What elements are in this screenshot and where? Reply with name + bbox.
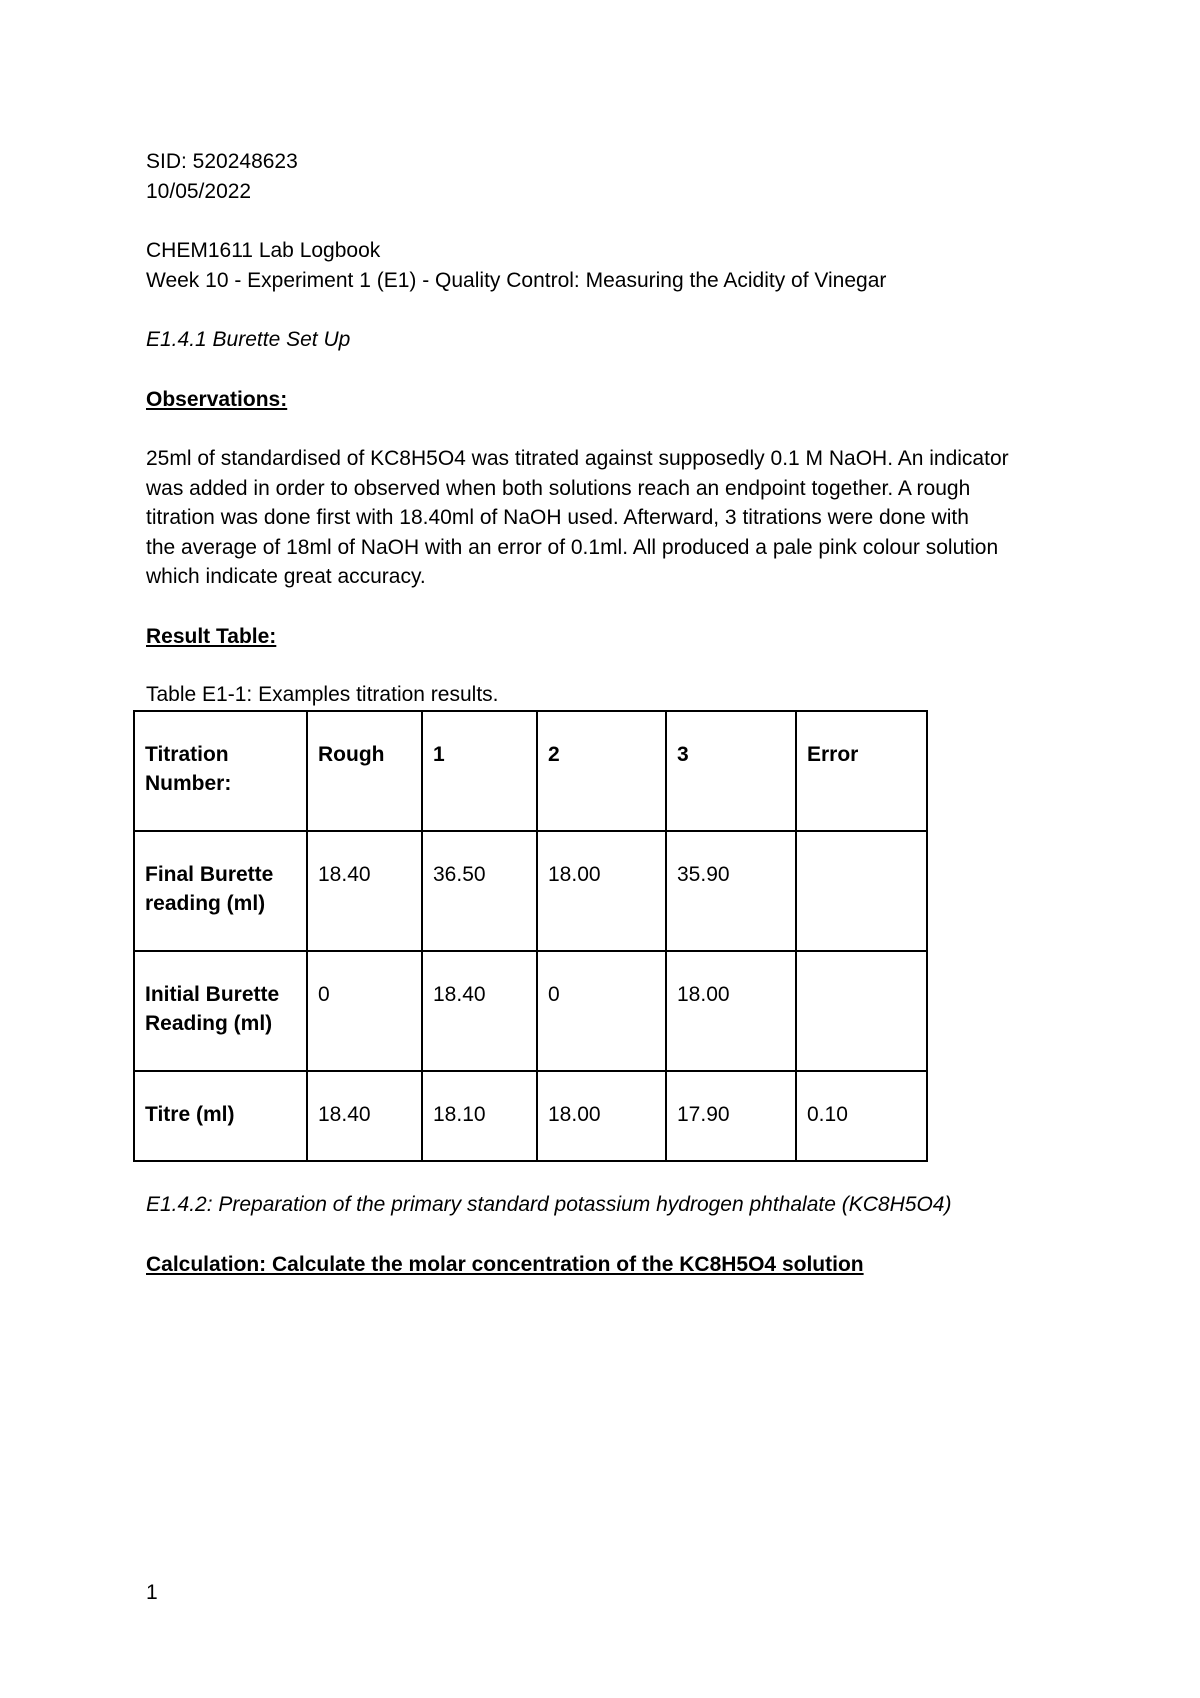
table-cell: 35.90: [666, 831, 796, 951]
table-row-label: Initial Burette Reading (ml): [134, 951, 307, 1071]
table-cell: 0: [537, 951, 666, 1071]
table-header-cell: 3: [666, 711, 796, 831]
table-cell: [796, 831, 927, 951]
section-heading-burette-setup: E1.4.1 Burette Set Up: [146, 328, 351, 351]
table-header-cell: 2: [537, 711, 666, 831]
table-cell: 18.40: [422, 951, 537, 1071]
experiment-title: Week 10 - Experiment 1 (E1) - Quality Control: Measuring the Acidity of Vinegar: [146, 269, 887, 292]
table-row-label: Titre (ml): [134, 1071, 307, 1161]
table-header-cell: Rough: [307, 711, 422, 831]
calculation-label: Calculation: Calculate the molar concentration of the KC8H5O4 solution: [146, 1253, 864, 1276]
table-cell: 0: [307, 951, 422, 1071]
table-cell: 18.10: [422, 1071, 537, 1161]
table-header-cell: Error: [796, 711, 927, 831]
table-header-cell: 1: [422, 711, 537, 831]
titration-results-table: [133, 710, 928, 1162]
observations-line: was added in order to observed when both solutions reach an endpoint together. A rough: [146, 476, 971, 500]
table-row: [134, 831, 927, 951]
observations-line: 25ml of standardised of KC8H5O4 was titrated against supposedly 0.1 M NaOH. An indicator: [146, 447, 1009, 470]
result-table-label: Result Table:: [146, 625, 277, 648]
table-cell: 18.00: [666, 951, 796, 1071]
observations-label: Observations:: [146, 388, 288, 411]
table-header-cell: Titration Number:: [134, 711, 307, 831]
table-cell: 18.40: [307, 831, 422, 951]
table-row: [134, 1071, 927, 1161]
table-row: [134, 951, 927, 1071]
table-cell: 18.00: [537, 831, 666, 951]
table-cell: 36.50: [422, 831, 537, 951]
student-id: SID: 520248623: [146, 150, 298, 173]
observations-line: titration was done first with 18.40ml of NaOH used. Afterward, 3 titrations were done with: [146, 506, 969, 530]
observations-paragraph: [146, 444, 1076, 592]
observations-line: which indicate great accuracy.: [146, 565, 426, 589]
table-cell: 17.90: [666, 1071, 796, 1161]
table-cell: 0.10: [796, 1071, 927, 1161]
page-number: 1: [146, 1581, 158, 1604]
section-heading-kc8h5o4-preparation: E1.4.2: Preparation of the primary standard potassium hydrogen phthalate (KC8H5O4): [146, 1193, 952, 1216]
table-header-row: [134, 711, 927, 831]
date: 10/05/2022: [146, 180, 252, 203]
table-cell: 18.40: [307, 1071, 422, 1161]
course-title: CHEM1611 Lab Logbook: [146, 239, 381, 262]
table-row-label: Final Burette reading (ml): [134, 831, 307, 951]
table-cell: 18.00: [537, 1071, 666, 1161]
table-caption: Table E1-1: Examples titration results.: [146, 683, 499, 706]
observations-line: the average of 18ml of NaOH with an error of 0.1ml. All produced a pale pink colour solution: [146, 535, 999, 559]
table-cell: [796, 951, 927, 1071]
